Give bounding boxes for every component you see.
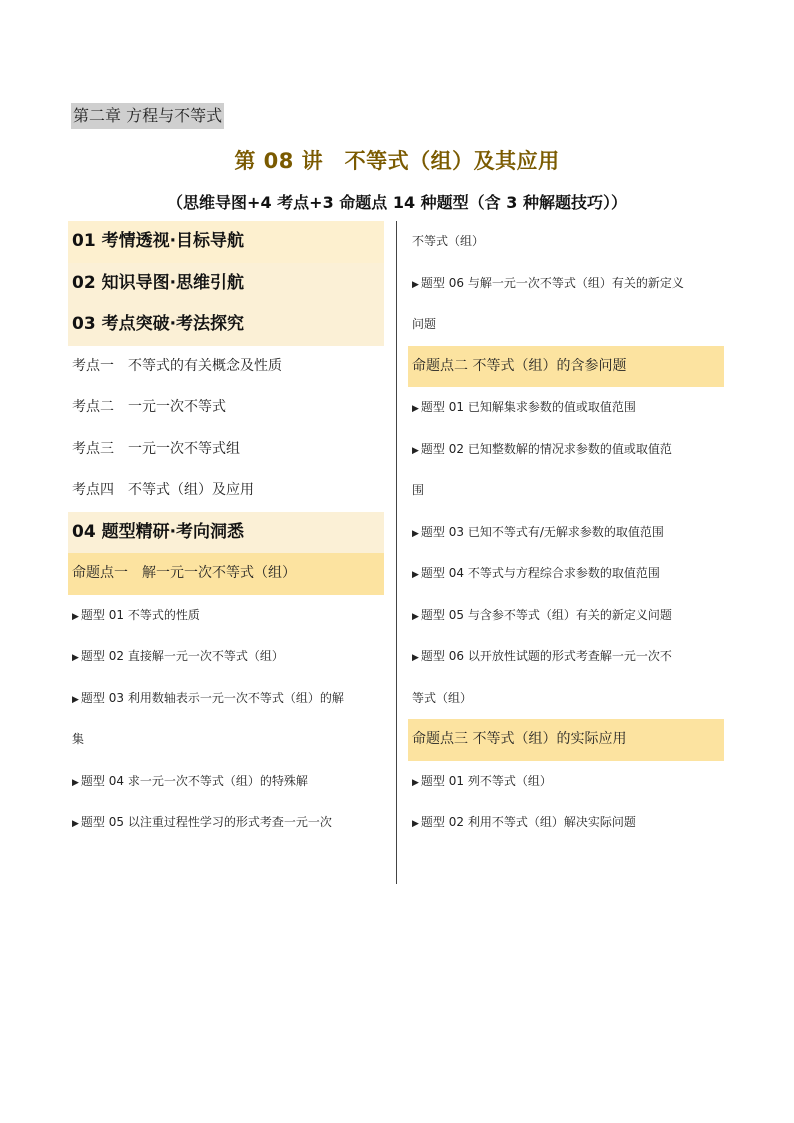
toc-mingtidian-2[interactable]: 命题点二 不等式（组）的含参问题 bbox=[408, 346, 724, 388]
toc-section-03[interactable]: 03 考点突破·考法探究 bbox=[68, 304, 384, 346]
bullet-triangle-icon: ▶ bbox=[412, 819, 419, 829]
toc-item-2-05[interactable]: ▶ 题型 05 与含参不等式（组）有关的新定义问题 bbox=[412, 607, 672, 622]
toc-section-01[interactable]: 01 考情透视·目标导航 bbox=[68, 221, 384, 263]
toc-item-1-03-cont: 集 bbox=[72, 732, 85, 746]
toc-kaodian-2[interactable]: 考点二 一元一次不等式 bbox=[72, 399, 226, 415]
page-title: 第 08 讲 不等式（组）及其应用 bbox=[234, 149, 560, 173]
toc-right-column bbox=[408, 221, 724, 844]
toc-item-2-02-cont: 围 bbox=[412, 483, 425, 497]
bullet-triangle-icon: ▶ bbox=[72, 694, 79, 705]
toc-item-1-03[interactable]: ▶ 题型 03 利用数轴表示一元一次不等式（组）的解 bbox=[72, 690, 344, 705]
bullet-triangle-icon: ▶ bbox=[412, 445, 419, 456]
bullet-triangle-icon: ▶ bbox=[72, 819, 79, 829]
toc-item-1-05[interactable]: ▶ 题型 05 以注重过程性学习的形式考查一元一次 bbox=[72, 815, 332, 829]
toc-kaodian-3[interactable]: 考点三 一元一次不等式组 bbox=[72, 440, 240, 457]
toc-item-2-06[interactable]: ▶ 题型 06 以开放性试题的形式考查解一元一次不 bbox=[412, 649, 672, 663]
toc-section-04[interactable]: 04 题型精研·考向洞悉 bbox=[68, 512, 384, 554]
toc-mingtidian-1[interactable]: 命题点一 解一元一次不等式（组） bbox=[68, 553, 384, 595]
toc-item-2-03[interactable]: ▶ 题型 03 已知不等式有/无解求参数的取值范围 bbox=[412, 524, 664, 539]
toc-item-3-01[interactable]: ▶ 题型 01 列不等式（组） bbox=[412, 773, 552, 788]
toc-item-2-04[interactable]: ▶ 题型 04 不等式与方程综合求参数的取值范围 bbox=[412, 566, 660, 580]
toc-kaodian-4[interactable]: 考点四 不等式（组）及应用 bbox=[72, 482, 254, 498]
bullet-triangle-icon: ▶ bbox=[412, 404, 419, 414]
toc-mingtidian-3[interactable]: 命题点三 不等式（组）的实际应用 bbox=[408, 719, 724, 761]
toc-kaodian-1[interactable]: 考点一 不等式的有关概念及性质 bbox=[72, 357, 282, 374]
toc-item-1-06[interactable]: ▶ 题型 06 与解一元一次不等式（组）有关的新定义 bbox=[412, 275, 684, 290]
toc-section-02[interactable]: 02 知识导图·思维引航 bbox=[68, 263, 384, 305]
bullet-triangle-icon: ▶ bbox=[412, 528, 419, 539]
column-divider bbox=[396, 221, 397, 884]
bullet-triangle-icon: ▶ bbox=[72, 777, 79, 788]
toc-item-2-01[interactable]: ▶ 题型 01 已知解集求参数的值或取值范围 bbox=[412, 400, 636, 414]
bullet-triangle-icon: ▶ bbox=[412, 279, 419, 290]
chapter-label: 第二章 方程与不等式 bbox=[71, 103, 224, 129]
bullet-triangle-icon: ▶ bbox=[72, 653, 79, 663]
bullet-triangle-icon: ▶ bbox=[412, 653, 419, 663]
page-subtitle: （思维导图+4 考点+3 命题点 14 种题型（含 3 种解题技巧）） bbox=[167, 193, 627, 212]
toc-item-1-01[interactable]: ▶ 题型 01 不等式的性质 bbox=[72, 607, 200, 622]
toc-item-1-05-cont: 不等式（组） bbox=[412, 234, 485, 248]
toc-item-1-06-cont: 问题 bbox=[412, 317, 437, 331]
toc-item-3-02[interactable]: ▶ 题型 02 利用不等式（组）解决实际问题 bbox=[412, 815, 636, 829]
toc-item-1-04[interactable]: ▶ 题型 04 求一元一次不等式（组）的特殊解 bbox=[72, 773, 308, 788]
bullet-triangle-icon: ▶ bbox=[412, 570, 419, 580]
bullet-triangle-icon: ▶ bbox=[412, 777, 419, 788]
toc-left-column bbox=[68, 221, 384, 844]
toc-item-2-06-cont: 等式（组） bbox=[412, 690, 473, 705]
bullet-triangle-icon: ▶ bbox=[72, 611, 79, 622]
toc-item-1-02[interactable]: ▶ 题型 02 直接解一元一次不等式（组） bbox=[72, 649, 284, 663]
bullet-triangle-icon: ▶ bbox=[412, 611, 419, 622]
toc-item-2-02[interactable]: ▶ 题型 02 已知整数解的情况求参数的值或取值范 bbox=[412, 441, 672, 456]
